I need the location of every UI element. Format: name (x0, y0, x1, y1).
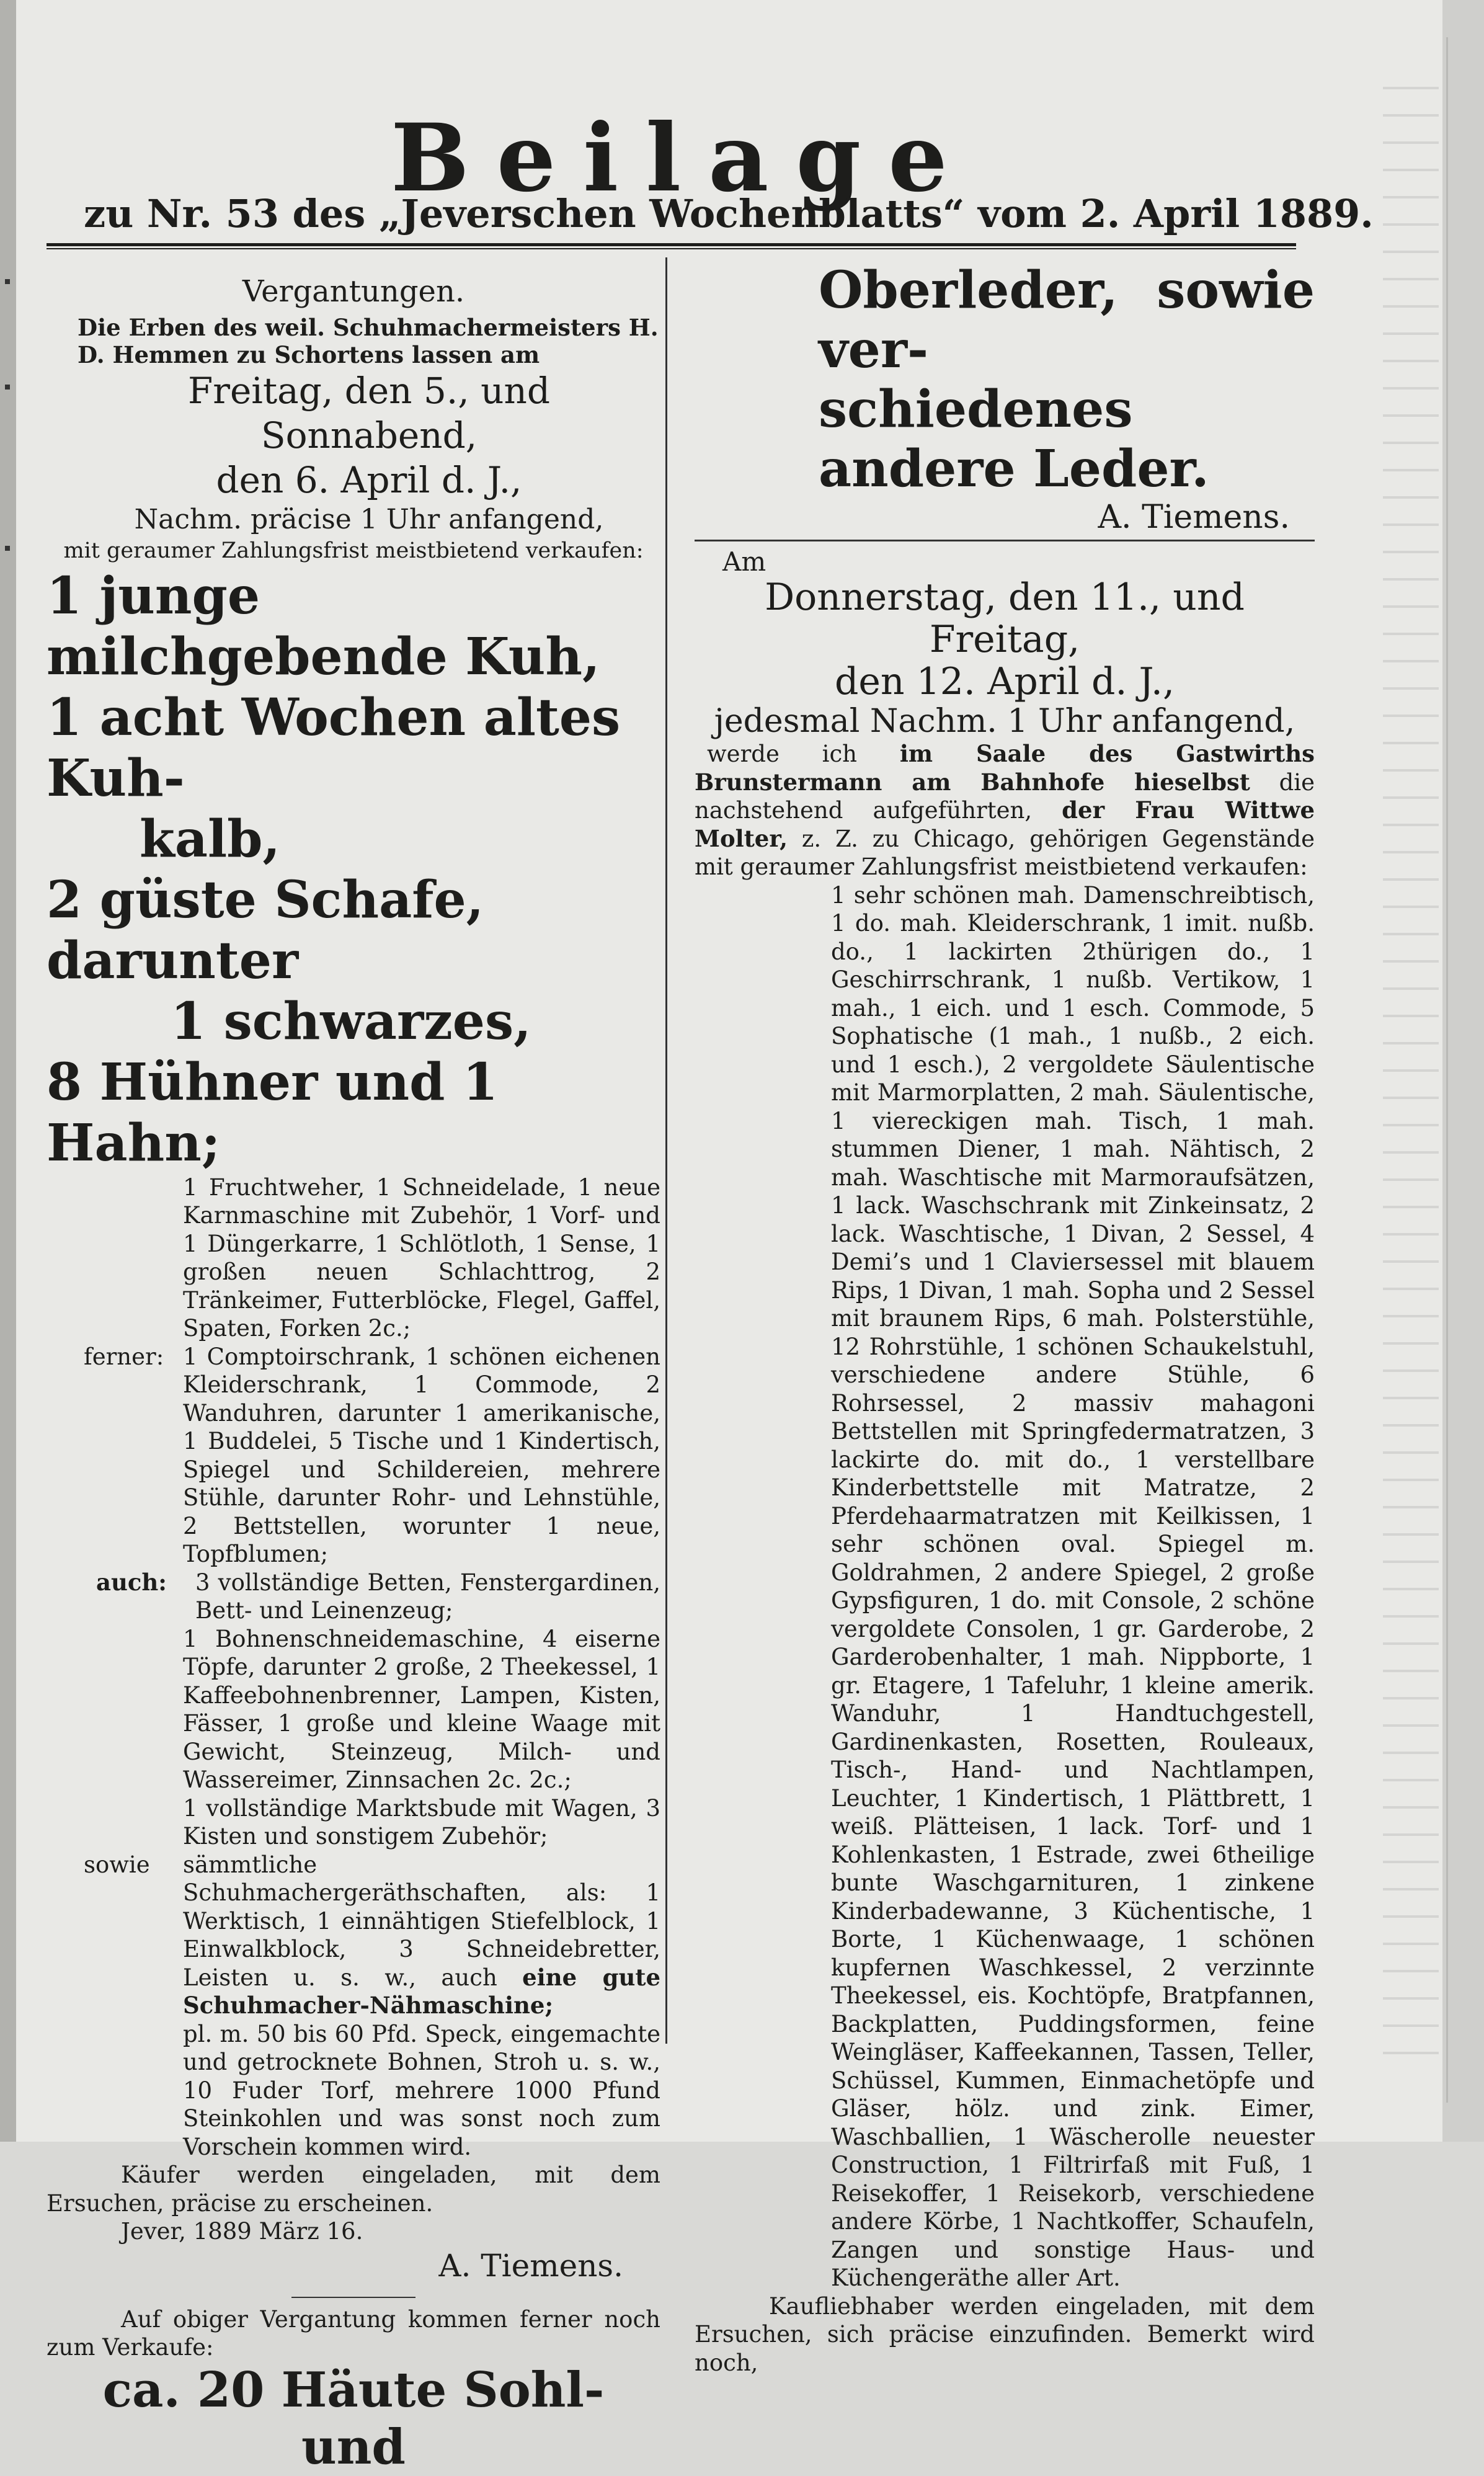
page-edge (1442, 0, 1484, 2142)
time-line: jedesmal Nachm. 1 Uhr anfangend, (714, 703, 1295, 740)
headline-item: 1 acht Wochen altes Kuh- (47, 687, 621, 808)
item-row (47, 1343, 660, 1569)
page-title: Beilage (391, 104, 975, 213)
item-paragraph: 1 Comptoirschrank, 1 schönen eichenen Kleiderschrank, 1 Commode, 2 Wanduhren, darunter 1 amerikanische, 1 Buddelei, 5 Tische und 1 Kindertisch, Spiegel und Schildereien, mehrere Stühle, darunter Rohr- und Lehnstühle, 2 Bettstellen, worunter 1 neue, Topfblumen; (183, 1343, 660, 1567)
page-subtitle: zu Nr. 53 des „Jeverschen Wochenblatts“ vom 2. April 1889. (84, 191, 1374, 236)
left-column (47, 273, 660, 2476)
date-line: den 12. April d. J., (834, 660, 1175, 703)
leather-headline: schiedenes andere Leder. (819, 380, 1209, 499)
place-date: Jever, 1889 März 16. (121, 2218, 363, 2245)
item-paragraph: 1 vollständige Marktsbude mit Wagen, 3 Kisten und sonstigem Zubehör; (183, 1794, 660, 1850)
right-column (695, 261, 1315, 2377)
item-paragraph (171, 1851, 660, 2020)
owner-text: der Frau Wittwe Molter, (695, 796, 1315, 852)
signature: A. Tiemens. (438, 2247, 623, 2284)
closing-note: Kaufliebhaber werden eingeladen, mit dem Ersuchen, sich präcise einzufinden. Bemerkt wird noch, (695, 2292, 1315, 2376)
item-row (47, 1851, 660, 2020)
intro-text: z. Z. zu Chicago, gehörigen Gegenstände mit geraumer Zahlungsfrist meistbietend verkaufen: (695, 825, 1315, 880)
section-rule (695, 540, 1315, 541)
margin-mark (5, 279, 10, 284)
sale-intro (695, 740, 1315, 881)
intro-text: werde ich (707, 741, 858, 767)
item-paragraph: 1 Bohnenschneidemaschine, 4 eiserne Töpfe, darunter 2 große, 2 Theekessel, 1 Kaffeebohnenbrenner, Lampen, Kisten, Fässer, 1 große und kleine Waage mit Gewicht, Steinzeug, Milch- und Wassereimer, Zinnsachen 2c. 2c.; (183, 1625, 660, 1793)
section-heading: Vergantungen. (242, 274, 465, 309)
row-label: sowie (84, 1851, 150, 1878)
header-rule (47, 243, 1296, 246)
separator-line (291, 2297, 415, 2298)
page-edge-line (1446, 37, 1448, 2103)
addendum: Auf obiger Vergantung kommen ferner noch zum Verkaufe: (47, 2305, 660, 2361)
headline-item: kalb, (140, 809, 280, 869)
row-label: auch: (96, 1568, 167, 1596)
sewing-machine-text: eine gute Schuhmacher-Nähmaschine; (183, 1963, 660, 2019)
date-line: Donnerstag, den 11., und Freitag, (765, 576, 1245, 661)
leather-headline: Oberleder, sowie ver- (819, 261, 1315, 380)
venue-text: im Saale des Gastwirths Brunstermann am Bahnhofe hieselbst (695, 740, 1315, 796)
buyers-note: Käufer werden eingeladen, mit dem Ersuchen, präcise zu erscheinen. (47, 2162, 660, 2217)
terms-line: mit geraumer Zahlungsfrist meistbietend verkaufen: (63, 538, 644, 563)
am-word: Am (722, 546, 766, 577)
bleed-through (1383, 87, 1439, 2072)
date-line: Freitag, den 5., und Sonnabend, (187, 370, 551, 456)
furniture-list: 1 sehr schönen mah. Damenschreibtisch, 1 do. mah. Kleiderschrank, 1 imit. nußb. do., 1 lackirten 2thürigen do., 1 Geschirrschrank, 1 nußb. Vertikow, 1 mah., 1 eich. und 1 esch. Commode, 5 Sophatische (1 mah., 1 nußb., 2 eich. und 1 esch.), 2 vergoldete Säulentische mit Marmorplatten, 2 mah. Säulentische, 1 viereckigen mah. Tisch, 1 mah. stummen Diener, 1 mah. Nähtisch, 2 mah. Waschtische mit Marmoraufsätzen, 1 lack. Waschschrank mit Zinkeinsatz, 2 lack. Waschtische, 1 Divan, 2 Sessel, 4 Demi’s und 1 Claviersessel mit blauem Rips, 1 Divan, 1 mah. Sopha und 2 Sessel mit braunem Rips, 6 mah. Polsterstühle, 12 Rohrstühle, 1 schönen Schaukelstuhl, verschiedene andere Stühle, 6 Rohrsessel, 2 massiv mahagoni Bettstellen mit Springfedermatratzen, 3 lackirte do. mit do., 1 verstellbare Kinderbettstelle mit Matratze, 2 Pferdehaarmatratzen mit Keilkissen, 1 sehr schönen oval. Spiegel m. Goldrahmen, 2 andere Spiegel, 2 große Gypsfiguren, 1 do. mit Console, 2 schöne vergoldete Consolen, 1 gr. Garderobe, 2 Garderobenhalter, 1 mah. Nippborte, 1 gr. Etagere, 1 Tafeluhr, 1 kleine amerik. Wanduhr, 1 Handtuchgestell, Gardinenkasten, Rosetten, Rouleaux, Tisch-, Hand- und Nachtlampen, Leuchter, 1 Kindertisch, 1 Plättbrett, 1 weiß. Plätteisen, 1 lack. Torf- und 1 Kohlenkasten, 1 Estrade, zwei 6theilige bunte Waschgarnituren, 1 zinkene Kinderbadewanne, 3 Küchentische, 1 Borte, 1 Küchenwaage, 1 schönen kupfernen Waschkessel, 2 verzinnte Theekessel, eis. Kochtöpfe, Bratpfannen, Backplatten, Puddingsformen, feine Weingläser, Kaffeekannen, Tassen, Teller, Schüssel, Kummen, Einmachetöpfe und Gläser, hölz. und zink. Eimer, Waschballien, 1 Wäscherolle neuester Construction, 1 Filtrirfaß mit Fuß, 1 Reisekoffer, 1 Reisekorb, verschiedene andere Körbe, 1 Nachtkoffer, Schaufeln, Zangen und sonstige Haus- und Küchengeräthe aller Art. (831, 881, 1315, 2291)
time-line: Nachm. präcise 1 Uhr anfangend, (134, 504, 604, 535)
date-line: den 6. April d. J., (216, 459, 522, 501)
heirs-line: Die Erben des weil. Schuhmachermeisters H. D. Hemmen zu Schortens lassen am (78, 314, 659, 368)
intro-text: die nachstehend aufgeführten, (695, 768, 1315, 824)
signature: A. Tiemens. (1098, 499, 1290, 536)
final-headline: ca. 20 Häute Sohl- und (102, 2361, 605, 2475)
headline-item: 1 schwarzes, (171, 991, 531, 1051)
binding-edge (0, 0, 16, 2142)
item-paragraph: 3 vollständige Betten, Fenstergardinen, Bett- und Leinenzeug; (195, 1569, 660, 1624)
tools-text: sämmtliche Schuhmachergeräthschaften, als: 1 Werktisch, 1 einnähtigen Stiefelblock, 1 Einwalkblock, 3 Schneidebretter, Leisten u. s. w., auch (183, 1851, 660, 1991)
header-rule-thin (47, 248, 1296, 249)
item-paragraph: pl. m. 50 bis 60 Pfd. Speck, eingemachte und getrocknete Bohnen, Stroh u. s. w., 10 Fuder Torf, mehrere 1000 Pfund Steinkohlen und was sonst noch zum Vorschein kommen wird. (183, 2020, 660, 2160)
margin-mark (5, 546, 10, 551)
margin-mark (5, 385, 10, 390)
headline-item: 8 Hühner und 1 Hahn; (47, 1052, 499, 1173)
headline-item: 2 güste Schafe, darunter (47, 870, 484, 991)
headline-item: 1 junge milchgebende Kuh, (47, 566, 600, 687)
column-divider (665, 257, 667, 2044)
row-label: ferner: (84, 1343, 164, 1370)
item-paragraph: 1 Fruchtweher, 1 Schneidelade, 1 neue Karnmaschine mit Zubehör, 1 Vorf- und 1 Düngerkarre, 1 Schlötloth, 1 Sense, 1 großen neuen Schlachttrog, 2 Tränkeimer, Futterblöcke, Flegel, Gaffel, Spaten, Forken 2c.; (183, 1173, 660, 1342)
item-row (47, 1569, 660, 1625)
